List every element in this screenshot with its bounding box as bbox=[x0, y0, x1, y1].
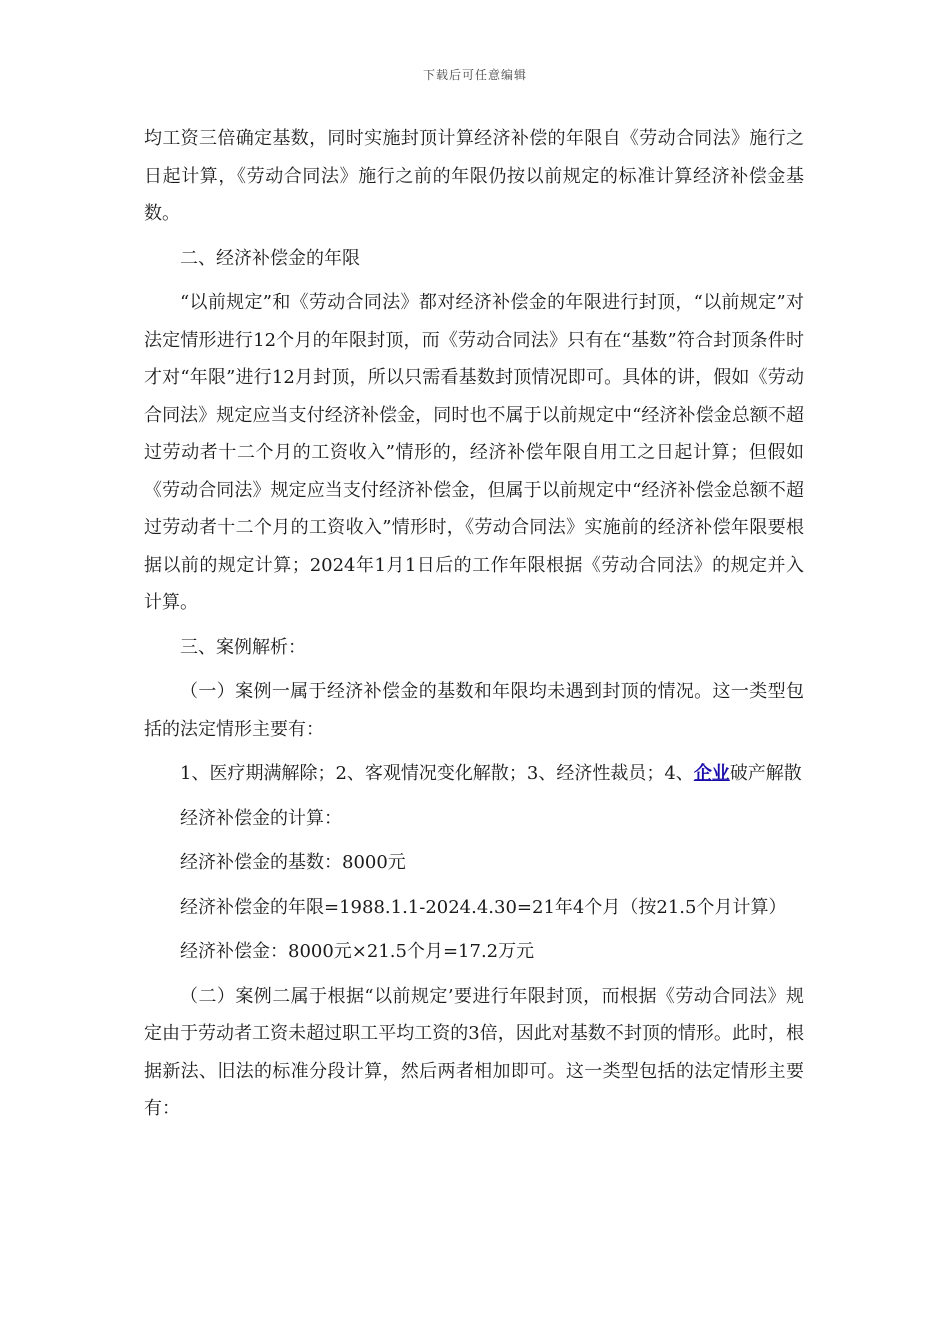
page-header: 下载后可任意编辑 bbox=[422, 68, 527, 82]
paragraph-years-explanation: “以前规定”和《劳动合同法》都对经济补偿金的年限进行封顶，“以前规定”对法定情形进行12个月的年限封顶，而《劳动合同法》只有在“基数”符合封顶条件时才对“年限”进行12月封顶，所以只需看基数封顶情况即可。具体的讲，假如《劳动合同法》规定应当支付经济补偿金，同时也不属于以前规定中“经济补偿金总额不超过劳动者十二个月的工资收入”情形的，经济补偿年限自用工之日起计算；但假如《劳动合同法》规定应当支付经济补偿金，但属于以前规定中“经济补偿金总额不超过劳动者十二个月的工资收入”情形时，《劳动合同法》实施前的经济补偿年限要根据以前的规定计算；2024年1月1日后的工作年限根据《劳动合同法》的规定并入计算。 bbox=[144, 292, 804, 613]
paragraph-case-two: （二）案例二属于根据“以前规定’要进行年限封顶，而根据《劳动合同法》规定由于劳动者工资未超过职工平均工资的3倍，因此对基数不封顶的情形。此时，根据新法、旧法的标准分段计算，然后两者相加即可。这一类型包括的法定情形主要有： bbox=[144, 985, 804, 1119]
section-heading-years: 二、经济补偿金的年限 bbox=[180, 247, 360, 269]
paragraph-legal-situations bbox=[144, 755, 804, 793]
paragraph-case-one: （一）案例一属于经济补偿金的基数和年限均未遇到封顶的情况。这一类型包括的法定情形主要有： bbox=[144, 681, 804, 740]
paragraph-base-calculation: 均工资三倍确定基数，同时实施封顶计算经济补偿的年限自《劳动合同法》施行之日起计算，《劳动合同法》施行之前的年限仍按以前规定的标准计算经济补偿金基数。 bbox=[144, 128, 804, 224]
document-body bbox=[144, 120, 804, 1135]
paragraph-calc-base: 经济补偿金的基数：8000元 bbox=[180, 852, 406, 873]
paragraph-calc-heading: 经济补偿金的计算： bbox=[180, 807, 342, 829]
legal-situations-text: 1、医疗期满解除；2、客观情况变化解散；3、经济性裁员；4、 bbox=[180, 763, 694, 784]
paragraph-calc-total: 经济补偿金：8000元×21.5个月=17.2万元 bbox=[180, 941, 535, 962]
paragraph-calc-years: 经济补偿金的年限=1988.1.1-2024.4.30=21年4个月（按21.5个月计算） bbox=[180, 896, 787, 918]
legal-situations-text-end: 破产解散 bbox=[729, 763, 802, 784]
section-heading-case-analysis: 三、案例解析： bbox=[180, 636, 306, 658]
enterprise-link[interactable]: 企业 bbox=[693, 763, 730, 784]
